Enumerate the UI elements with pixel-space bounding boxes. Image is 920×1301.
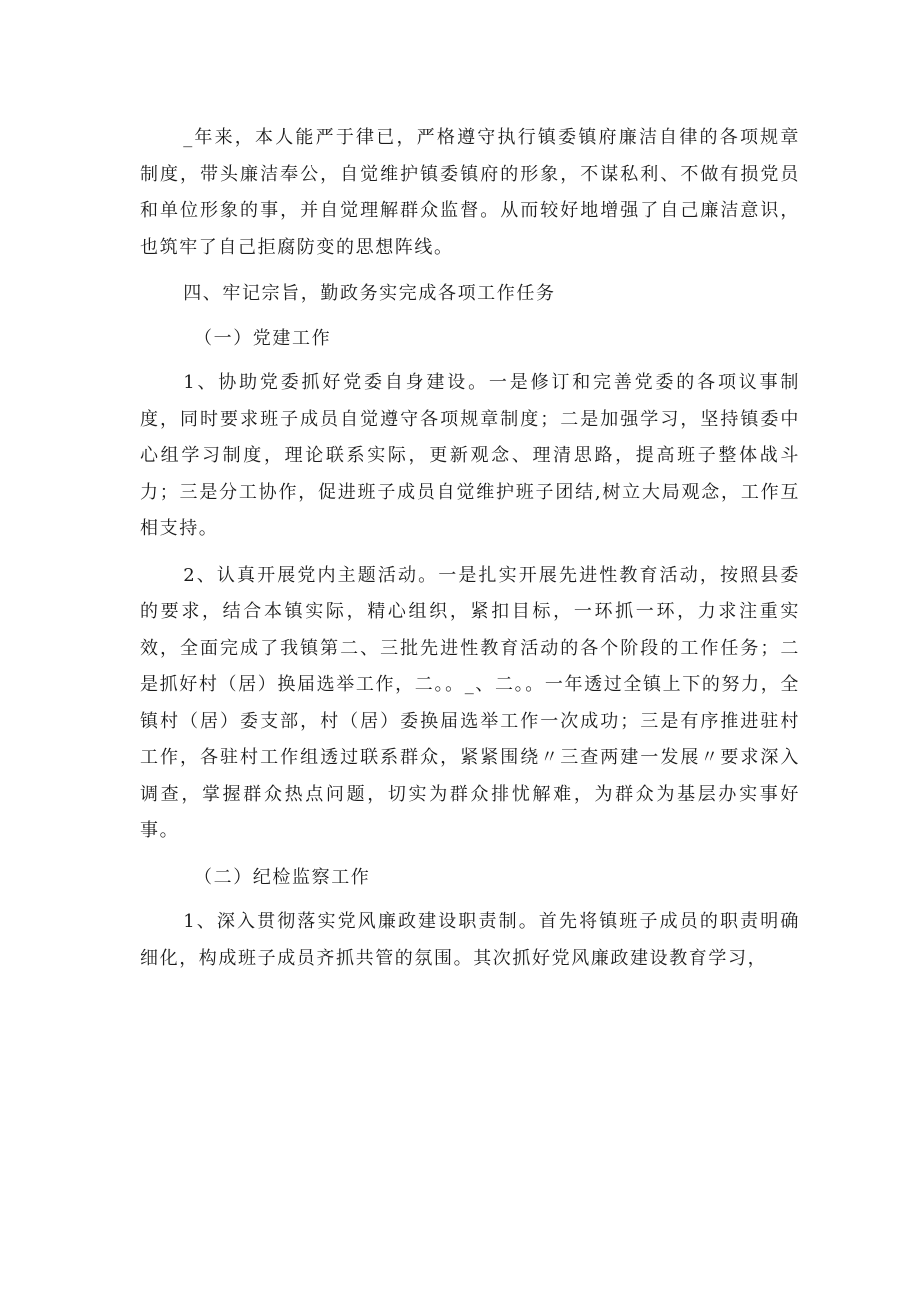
subheading-discipline-inspection: （二）纪检监察工作 <box>194 866 371 888</box>
section-heading-four: 四、牢记宗旨，勤政务实完成各项工作任务 <box>183 283 556 304</box>
paragraph-party-committee: 1、协助党委抓好党委自身建设。一是修订和完善党委的各项议事制度，同时要求班子成员自觉遵守各项规章制度；二是加强学习，坚持镇委中心组学习制度，理论联系实际，更新观念、理清思路，提高班子整体战斗力；三是分工协作，促进班子成员自觉维护班子团结,树立大局观念，工作互相支持。 <box>140 372 800 539</box>
document-body <box>140 120 800 987</box>
paragraph-responsibility-system: 1、深入贯彻落实党风廉政建设职责制。首先将镇班子成员的职责明确细化，构成班子成员齐抓共管的氛围。其次抓好党风廉政建设教育学习， <box>140 911 800 969</box>
subheading-party-building: （一）党建工作 <box>194 327 332 349</box>
paragraph-theme-activities: 2、认真开展党内主题活动。一是扎实开展先进性教育活动，按照县委的要求，结合本镇实际，精心组织，紧扣目标，一环抓一环，力求注重实效，全面完成了我镇第二、三批先进性教育活动的各个阶段的工作任务；二是抓好村（居）换届选举工作，二。。_、二。。一年透过全镇上下的努力，全镇村（居）委支部，村（居）委换届选举工作一次成功；三是有序推进驻村工作，各驻村工作组透过联系群众，紧紧围绕〃三查两建一发展〃要求深入调查，掌握群众热点问题，切实为群众排忧解难，为群众为基层办实事好事。 <box>140 564 800 841</box>
paragraph-integrity: _年来，本人能严于律已，严格遵守执行镇委镇府廉洁自律的各项规章制度，带头廉洁奉公，自觉维护镇委镇府的形象，不谋私利、不做有损党员和单位形象的事，并自觉理解群众监督。从而较好地增强了自己廉洁意识，也筑牢了自己拒腐防变的思想阵线。 <box>140 127 800 258</box>
